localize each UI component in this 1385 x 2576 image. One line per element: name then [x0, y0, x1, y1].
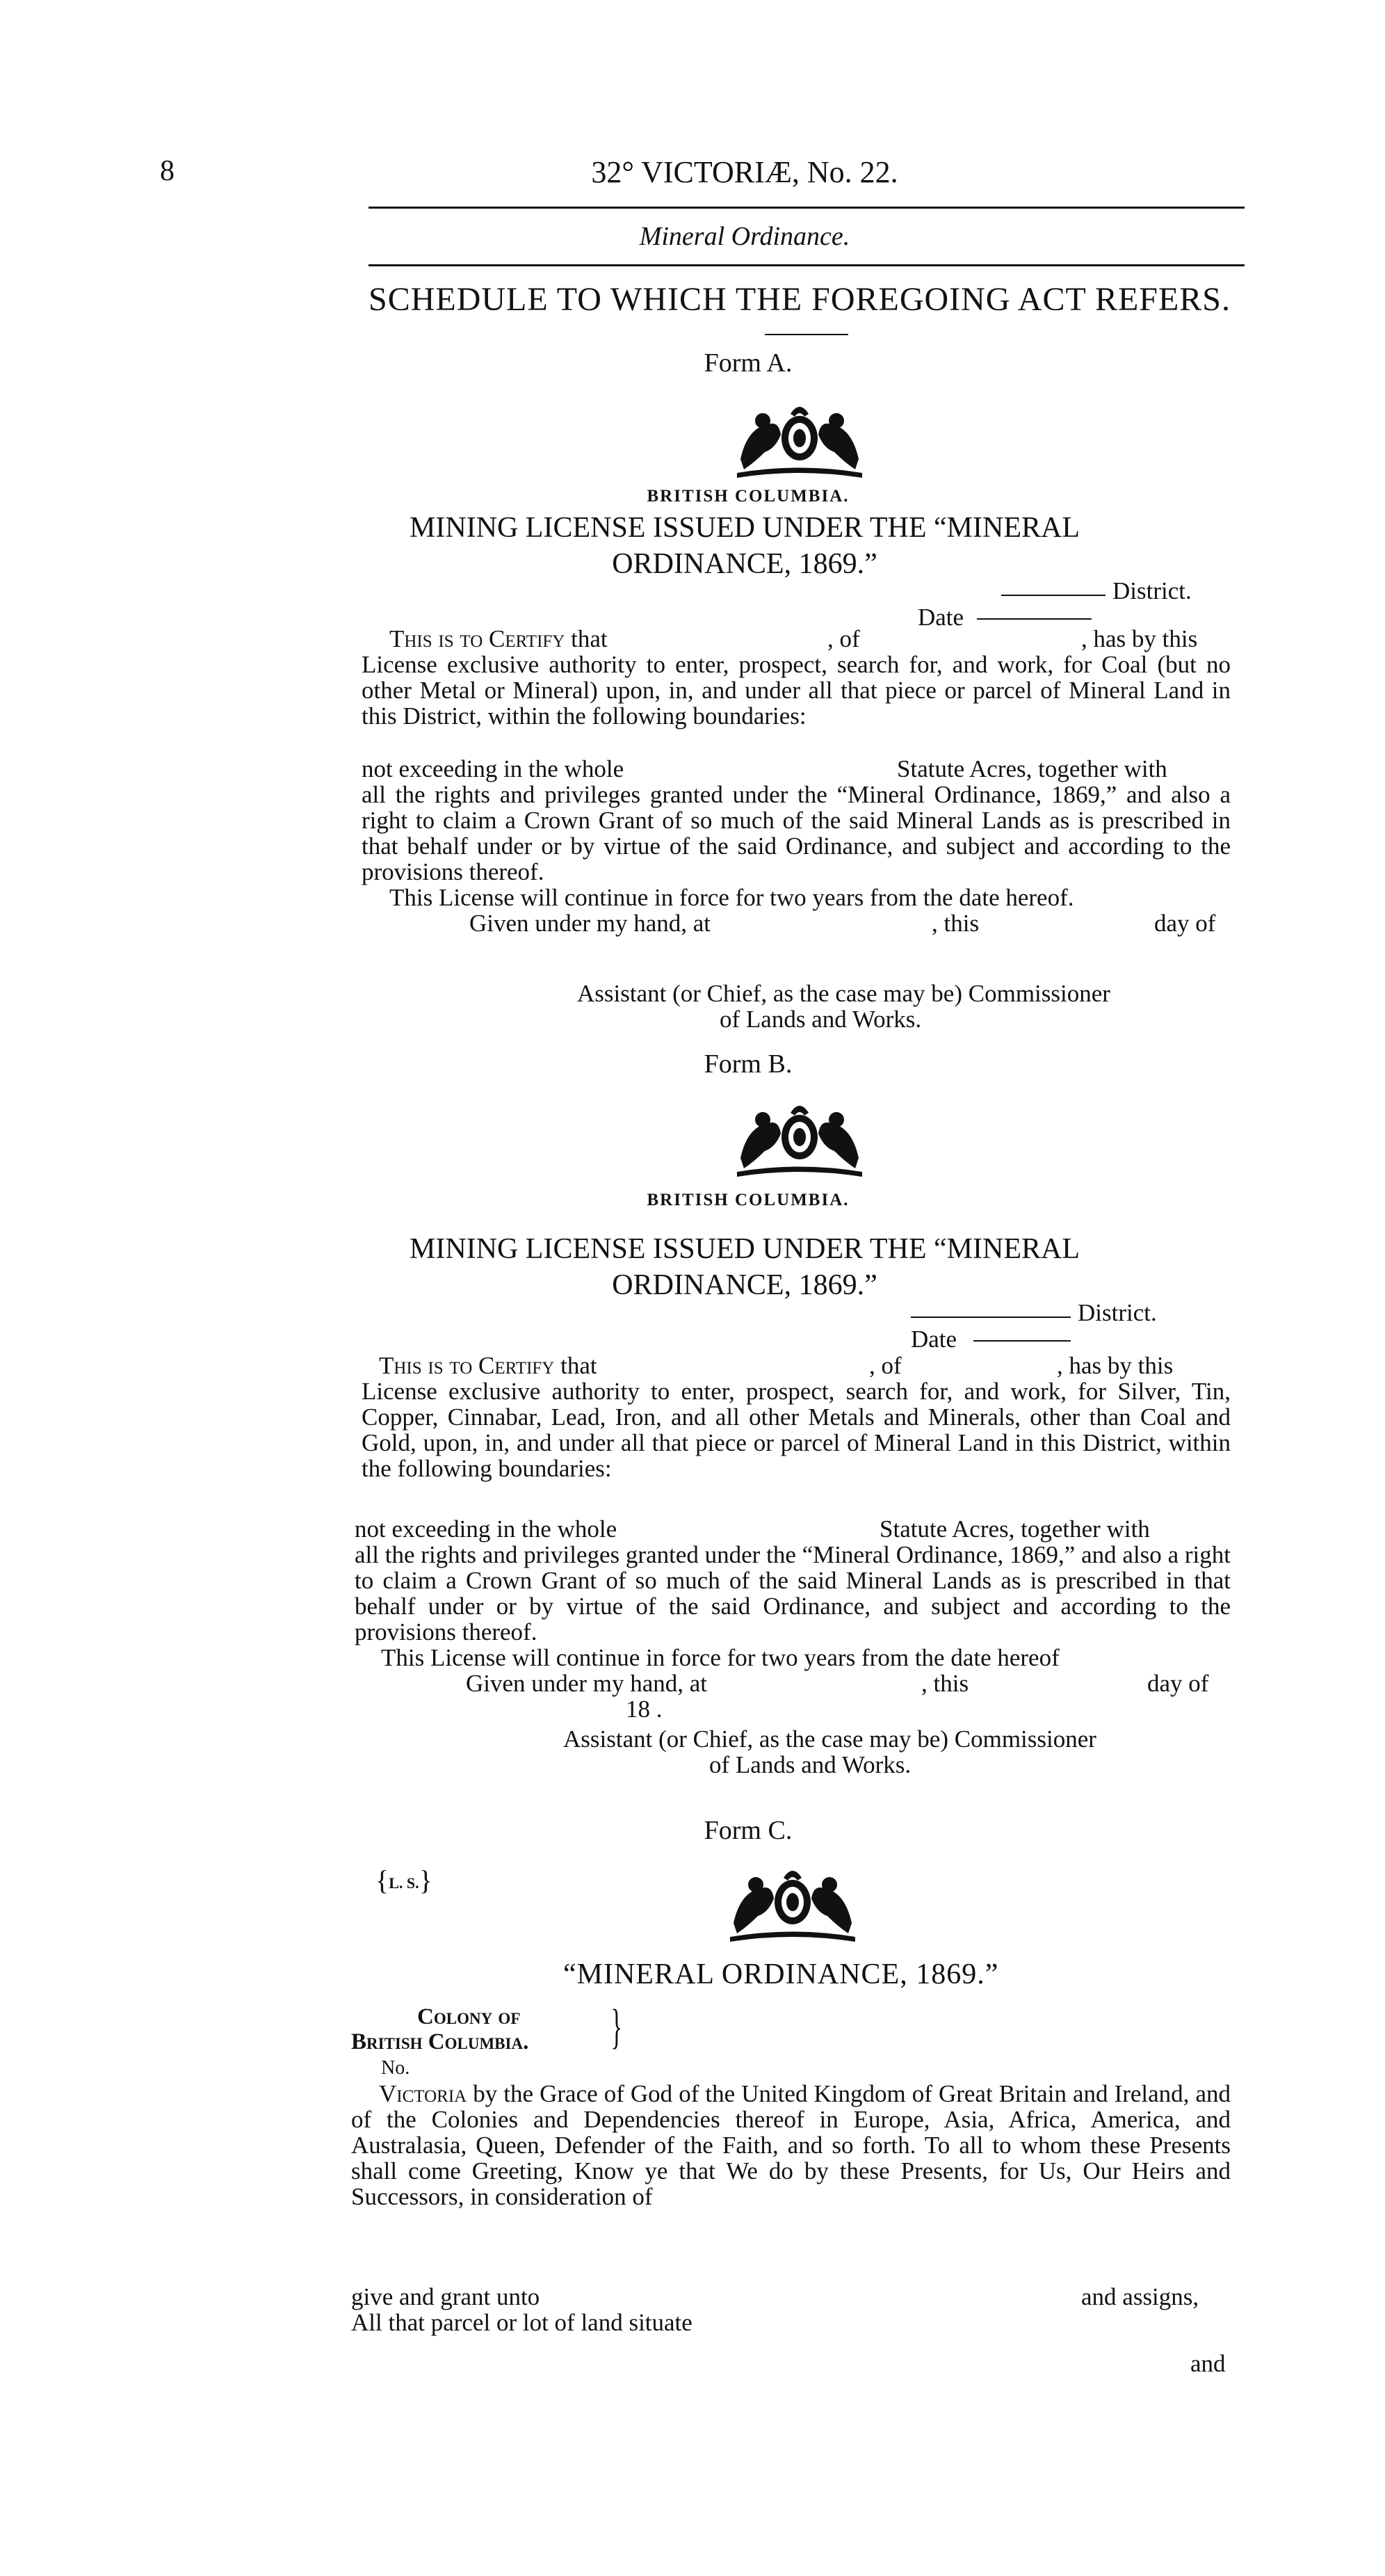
form-c-colony-line1: Colony of [417, 2004, 521, 2029]
seal-mark [375, 1864, 432, 1897]
form-b-signatory-line2: of Lands and Works. [709, 1751, 912, 1778]
page-subtitle: Mineral Ordinance. [639, 222, 850, 251]
form-b-this: , this [921, 1670, 969, 1697]
form-a-given: Given under my hand, at [469, 910, 711, 937]
form-b-certify-line [379, 1353, 597, 1378]
royal-arms-crest-icon [720, 1857, 866, 1944]
page-number: 8 [160, 155, 175, 187]
form-a-acres-lead: not exceeding in the whole [362, 755, 624, 782]
form-a-day-of: day of [1154, 910, 1216, 937]
form-a-signatory-line2: of Lands and Works. [720, 1006, 922, 1033]
form-a-certify-lead: This is to Certify [389, 625, 565, 652]
form-b-signatory-line1: Assistant (or Chief, as the case may be) Commissioner [563, 1725, 1096, 1753]
form-b-title-line1: MINING LICENSE ISSUED UNDER THE “MINERAL [410, 1233, 1080, 1265]
form-c-title: “MINERAL ORDINANCE, 1869.” [563, 1958, 999, 1990]
subtitle-rule [368, 264, 1245, 266]
form-b-day-of: day of [1147, 1670, 1209, 1697]
form-c-parcel: All that parcel or lot of land situate [351, 2309, 692, 2336]
form-a-this: , this [932, 910, 980, 937]
form-a-continue: This License will continue in force for two years from the date hereof. [389, 884, 1074, 911]
form-a-title-line2: ORDINANCE, 1869.” [612, 548, 877, 580]
form-b-acres-rest: Statute Acres, together with [880, 1515, 1150, 1543]
form-b-colony: BRITISH COLUMBIA. [647, 1191, 850, 1209]
form-a-signatory-line1: Assistant (or Chief, as the case may be) Commissioner [577, 980, 1110, 1007]
form-c-body [351, 2081, 1231, 2209]
form-b-title [0, 1231, 1385, 1303]
form-b-certify-lead: This is to Certify [379, 1352, 555, 1379]
form-b-year: 18 . [626, 1696, 663, 1723]
page-header-title: 32° VICTORIÆ, No. 22. [591, 155, 898, 189]
form-b-label: Form B. [704, 1049, 793, 1079]
form-c-assigns: and assigns, [1081, 2283, 1199, 2310]
form-c-no: No. [381, 2057, 410, 2079]
form-a-rights: all the rights and privileges granted under the “Mineral Ordinance, 1869,” and also a right to claim a Crown Grant of so much of the said Mineral Lands as is prescribed in that behalf under or by virtue of the said Ordinance, and subject and according to the provisions thereof. [362, 781, 1231, 885]
royal-arms-crest-icon [727, 1092, 873, 1179]
form-b-given: Given under my hand, at [466, 1670, 707, 1697]
form-b-continue: This License will continue in force for two years from the date hereof [381, 1644, 1060, 1671]
royal-arms-crest-icon [727, 393, 873, 480]
form-a-district-blank [1001, 595, 1105, 596]
seal-text: L. S. [389, 1874, 419, 1892]
form-a-date-blank [977, 618, 1092, 620]
form-a-title-line1: MINING LICENSE ISSUED UNDER THE “MINERAL [410, 512, 1080, 544]
form-a-title [0, 510, 1385, 582]
form-a-body: License exclusive authority to enter, prospect, search for, and work, for Coal (but no other Metal or Mineral) upon, in, and under all that piece or parcel of Mineral Land in this District, within the following boundaries: [362, 651, 1231, 730]
form-a-certify-line [389, 626, 608, 652]
form-c-body-text: by the Grace of God of the United Kingdom of Great Britain and Ireland, and of the Colonies and Dependencies thereof in Europe, Asia, Africa, America, and Australasia, Queen, Defender of the Faith, and so forth. To all to whom these Presents shall come Greeting, Know ye that We do by these Presents, for Us, Our Heirs and Successors, in consideration of [351, 2080, 1231, 2210]
form-c-give-grant: give and grant unto [351, 2283, 540, 2310]
schedule-heading: SCHEDULE TO WHICH THE FOREGOING ACT REFERS. [368, 281, 1231, 318]
schedule-short-rule [765, 334, 848, 335]
form-b-title-line2: ORDINANCE, 1869.” [612, 1269, 877, 1301]
form-c-victoria: Victoria [379, 2080, 467, 2107]
seal-open-brace: { [375, 1865, 389, 1896]
form-b-date: Date [911, 1326, 957, 1353]
form-a-has-by-this: , has by this [1081, 625, 1198, 652]
form-a-of: , of [827, 625, 860, 652]
form-c-and: and [1190, 2350, 1226, 2377]
form-a-acres-rest: Statute Acres, together with [897, 755, 1167, 782]
colony-brace: } [610, 2000, 623, 2054]
form-b-body: License exclusive authority to enter, prospect, search for, and work, for Silver, Tin, Copper, Cinnabar, Lead, Iron, and all other Metals and Minerals, other than Coal and Gold, upon, in, and under all that piece or parcel of Mineral Land in this District, within the following boundaries: [362, 1378, 1231, 1482]
form-b-of: , of [869, 1352, 902, 1379]
form-a-district: District. [1112, 577, 1192, 604]
seal-close-brace: } [419, 1865, 432, 1896]
form-b-district-blank [911, 1317, 1071, 1318]
form-b-rights: all the rights and privileges granted under the “Mineral Ordinance, 1869,” and also a right to claim a Crown Grant of so much of the said Mineral Lands as is prescribed in that behalf under or by virtue of the said Ordinance, and subject and according to the provisions thereof. [355, 1541, 1231, 1645]
header-rule [368, 207, 1245, 209]
form-a-label: Form A. [704, 348, 793, 378]
form-b-has-by-this: , has by this [1057, 1352, 1174, 1379]
form-a-certify-rest: that [571, 625, 608, 652]
form-c-label: Form C. [704, 1816, 793, 1845]
form-c-colony-line2: British Columbia. [351, 2029, 529, 2054]
form-b-certify-rest: that [560, 1352, 597, 1379]
form-b-acres-lead: not exceeding in the whole [355, 1515, 617, 1543]
form-b-date-blank [973, 1340, 1071, 1342]
form-b-district: District. [1078, 1299, 1157, 1326]
form-a-date: Date [918, 604, 964, 631]
form-a-colony: BRITISH COLUMBIA. [647, 487, 850, 506]
